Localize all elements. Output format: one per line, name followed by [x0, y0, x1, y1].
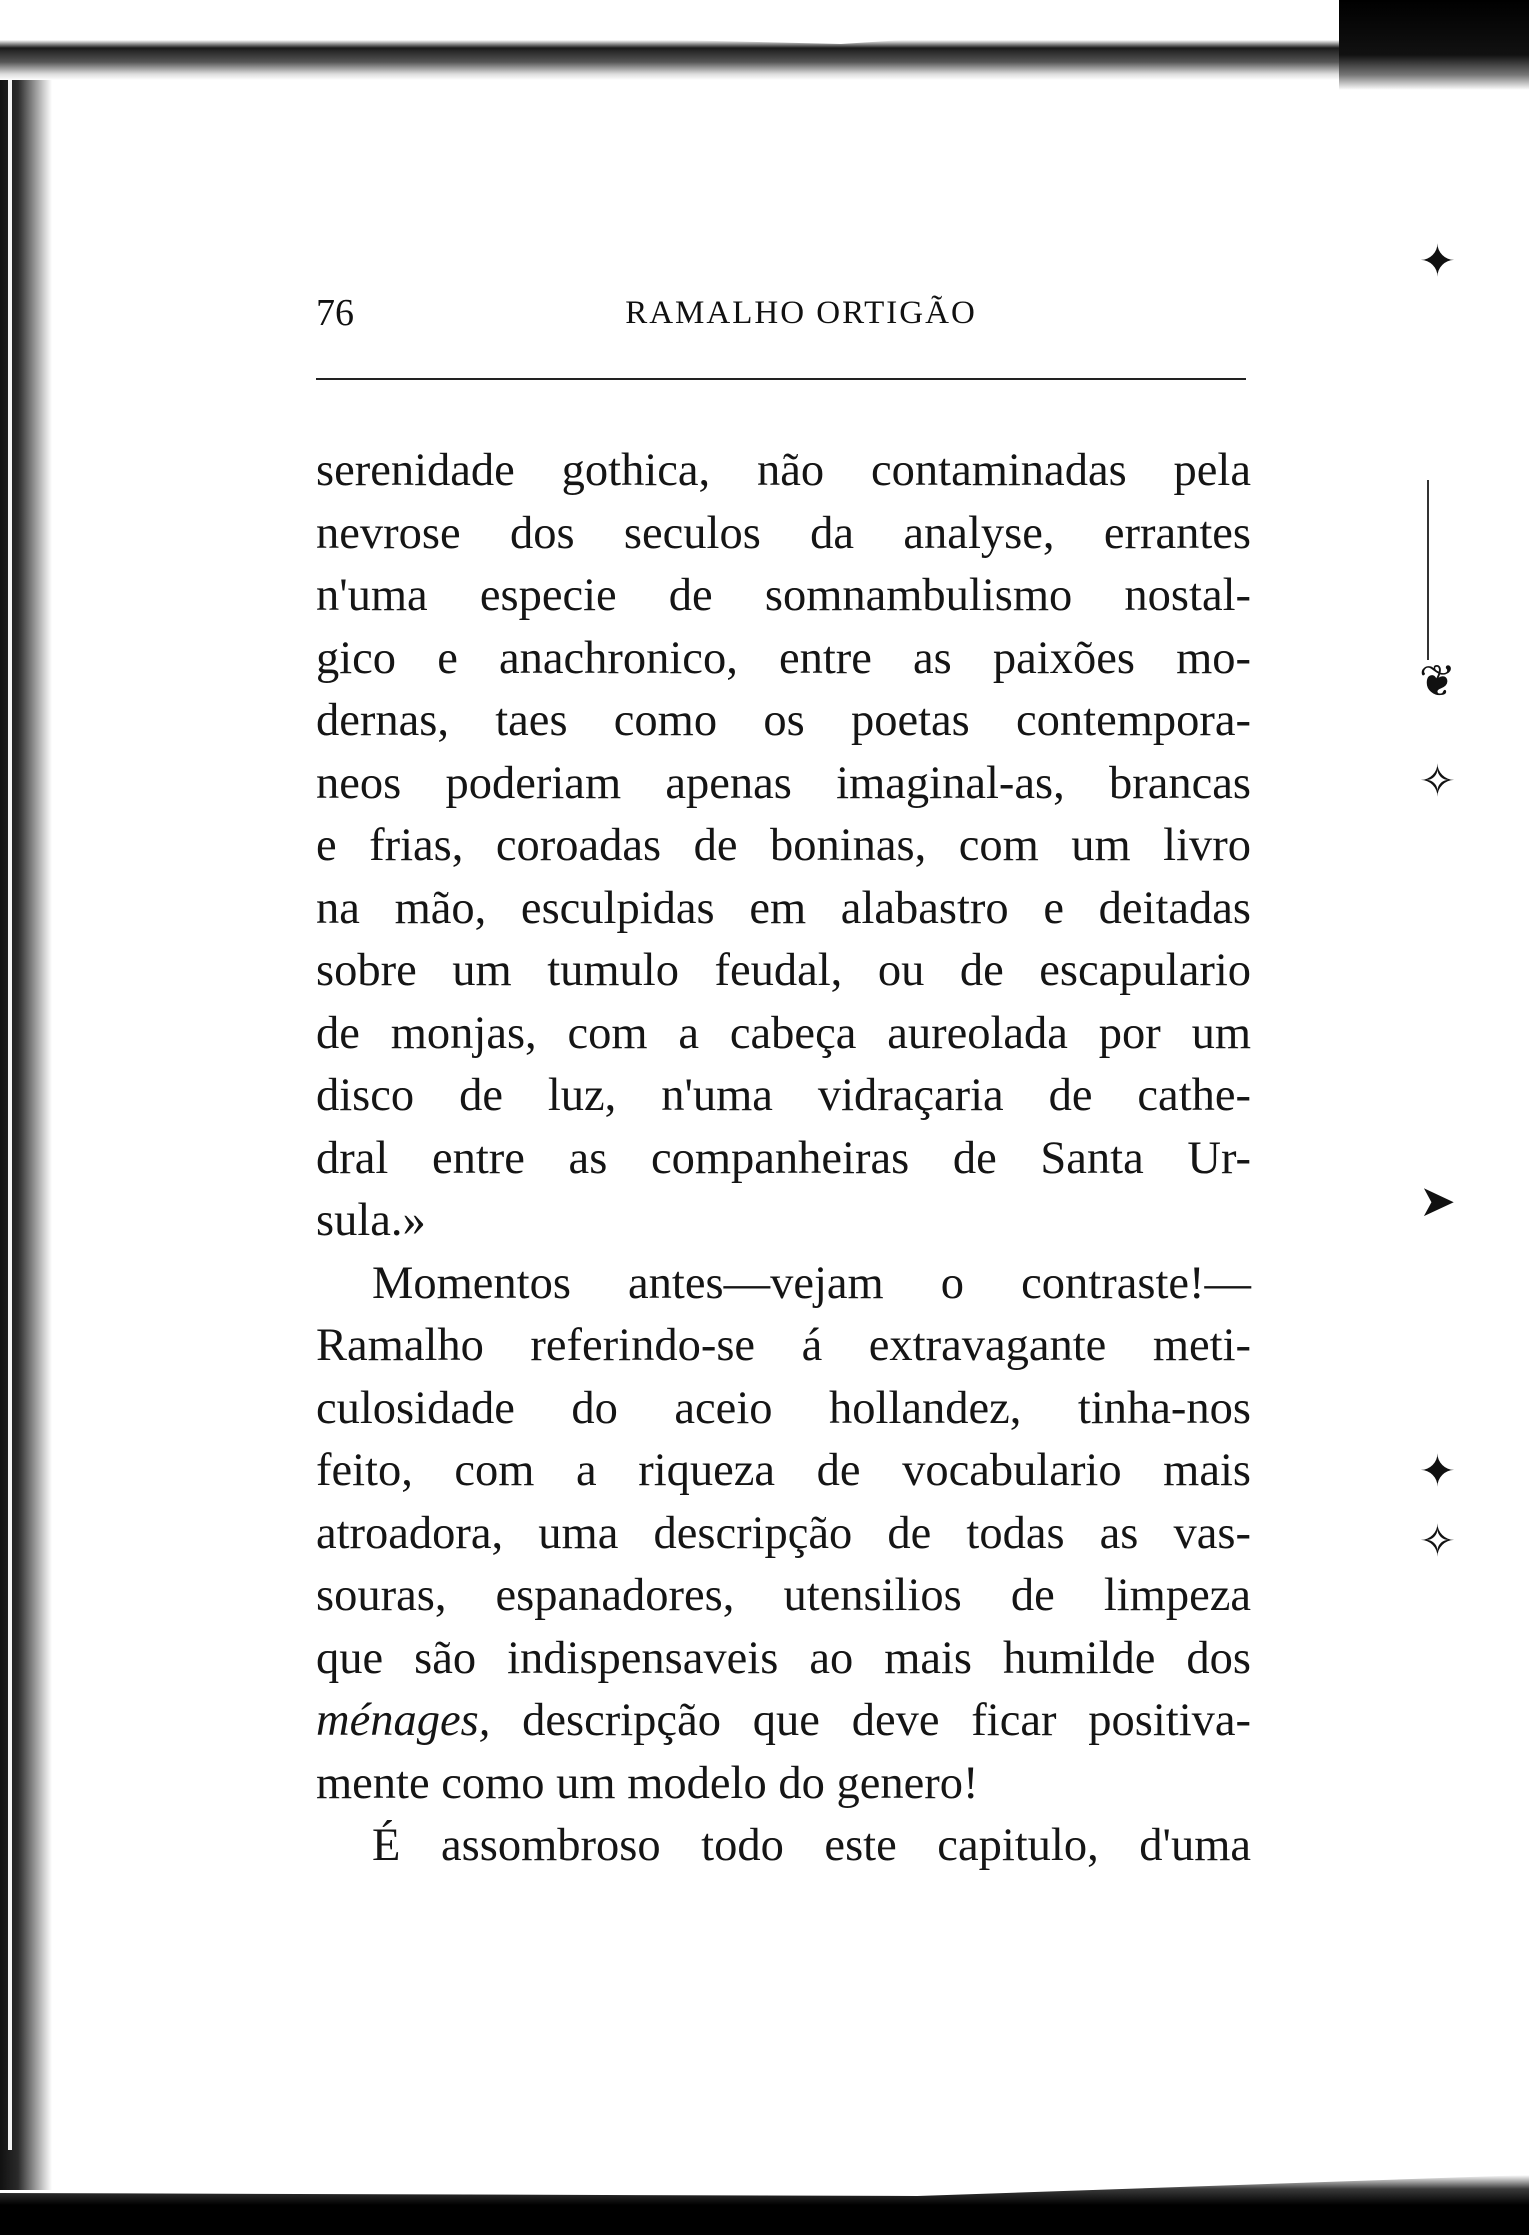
paragraph-start: É assombroso todo este capitulo, d'uma — [372, 1820, 1251, 1871]
body-text — [316, 440, 1251, 1878]
scan-mark: ✧ — [1419, 1516, 1456, 1567]
scan-mark: ✧ — [1419, 756, 1456, 807]
text-line: serenidade gothica, não contaminadas pela — [316, 445, 1251, 496]
text-line: sobre um tumulo feudal, ou de escapulario — [316, 945, 1251, 996]
text-line: nevrose dos seculos da analyse, errantes — [316, 507, 1251, 559]
text-line: na mão, esculpidas em alabastro e deitadas — [316, 882, 1251, 934]
text-line: sula.» — [316, 1195, 426, 1246]
running-title: RAMALHO ORTIGÃO — [625, 295, 977, 331]
text-line: disco de luz, n'uma vidraçaria de cathe- — [316, 1070, 1251, 1121]
scan-edge-highlight — [8, 60, 12, 2150]
text-line: e frias, coroadas de boninas, com um livro — [316, 820, 1251, 871]
scan-mark: ✦ — [1419, 236, 1456, 287]
scan-edge-right-marks — [1419, 236, 1456, 1940]
text-line: souras, espanadores, utensilios de limpeza — [316, 1570, 1251, 1621]
text-line: culosidade do aceio hollandez, tinha-nos — [316, 1382, 1251, 1434]
text-line: n'uma especie de somnambulismo nostal- — [316, 570, 1251, 621]
text-line: de monjas, com a cabeça aureolada por um — [316, 1007, 1251, 1059]
page-number: 76 — [316, 292, 354, 334]
scan-corner-top-right — [1339, 0, 1529, 90]
text-line: que são indispensaveis ao mais humilde dos — [316, 1632, 1251, 1684]
text-line: Ramalho referindo-se á extravagante meti- — [316, 1320, 1251, 1371]
running-head — [316, 288, 1246, 338]
text-line: atroadora, uma descripção de todas as vas- — [316, 1507, 1251, 1559]
text-line: dernas, taes como os poetas contempora- — [316, 695, 1251, 746]
text-line: feito, com a riqueza de vocabulario mais — [316, 1445, 1251, 1496]
scan-edge-top — [0, 0, 1529, 80]
text-line: neos poderiam apenas imaginal-as, brancas — [316, 757, 1251, 809]
header-rule — [316, 378, 1246, 380]
text-line-rest: descripção que deve ficar positiva- — [522, 1695, 1251, 1746]
text-line-with-italic — [316, 1690, 1251, 1753]
scan-mark: ➤ — [1419, 1176, 1456, 1227]
scan-edge-bottom — [0, 2175, 1529, 2235]
text-line: gico e anachronico, entre as paixões mo- — [316, 632, 1251, 684]
italic-word: ménages, — [316, 1695, 491, 1746]
text-line: mente como um modelo do genero! — [316, 1757, 979, 1809]
scan-mark: ❦ — [1419, 656, 1456, 707]
text-line: dral entre as companheiras de Santa Ur- — [316, 1132, 1251, 1184]
scan-mark: ✦ — [1419, 1446, 1456, 1497]
paragraph-start: Momentos antes—vejam o contraste!— — [372, 1257, 1251, 1309]
